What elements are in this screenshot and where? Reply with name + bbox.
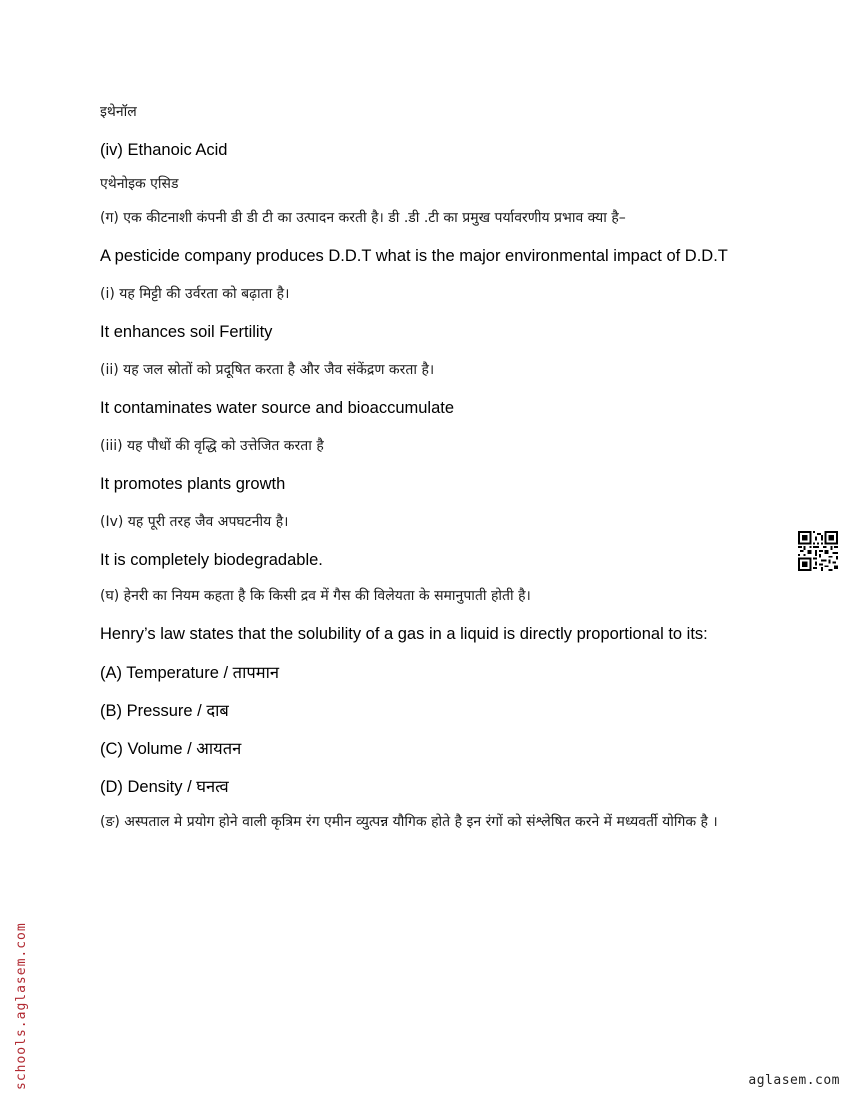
option-iii-english: It promotes plants growth bbox=[100, 475, 286, 493]
text-line-ethanoic-acid: (iv) Ethanoic Acid bbox=[100, 141, 228, 159]
option-c: (C) Volume / आयतन bbox=[100, 740, 242, 758]
option-d: (D) Density / घनत्व bbox=[100, 778, 229, 796]
option-a: (A) Temperature / तापमान bbox=[100, 664, 280, 682]
option-iv-hindi: (Iv) यह पूरी तरह जैव अपघटनीय है। bbox=[100, 514, 289, 530]
qr-code-icon bbox=[798, 531, 838, 571]
question-g-hindi: (ग) एक कीटनाशी कंपनी डी डी टी का उत्पादन करती है। डी .डी .टी का प्रमुख पर्यावरणीय प्रभाव क्या है– bbox=[100, 210, 626, 226]
question-g-english: A pesticide company produces D.D.T what is the major environmental impact of D.D.T bbox=[100, 247, 728, 265]
option-iii-hindi: (iii) यह पौधों की वृद्धि को उत्तेजित करता है bbox=[100, 438, 324, 454]
footer-watermark: aglasem.com bbox=[748, 1073, 840, 1088]
text-line-ethanol-hindi: इथेनॉल bbox=[100, 104, 137, 120]
sidebar-watermark: schools.aglasem.com bbox=[14, 922, 29, 1090]
question-nga-hindi: (ङ) अस्पताल मे प्रयोग होने वाली कृत्रिम रंग एमीन व्युत्पन्न यौगिक होते है इन रंगों को संश्लेषित करने में मध्यवर्ती योगिक है । bbox=[100, 814, 718, 830]
option-ii-hindi: (ii) यह जल स्रोतों को प्रदूषित करता है और जैव संकेंद्रण करता है। bbox=[100, 362, 435, 378]
option-ii-english: It contaminates water source and bioaccumulate bbox=[100, 399, 455, 417]
question-gh-hindi: (घ) हेनरी का नियम कहता है कि किसी द्रव में गैस की विलेयता के समानुपाती होती है। bbox=[100, 588, 531, 604]
option-i-english: It enhances soil Fertility bbox=[100, 323, 273, 341]
document-body bbox=[100, 98, 750, 834]
option-iv-english: It is completely biodegradable. bbox=[100, 551, 323, 569]
qr-code-graphic bbox=[798, 531, 838, 571]
text-line-ethanoic-acid-hindi: एथेनोइक एसिड bbox=[100, 176, 179, 192]
option-i-hindi: (i) यह मिट्टी की उर्वरता को बढ़ाता है। bbox=[100, 286, 290, 302]
option-b: (B) Pressure / दाब bbox=[100, 702, 229, 720]
question-gh-english: Henry’s law states that the solubility of a gas in a liquid is directly proportional to its: bbox=[100, 625, 708, 643]
